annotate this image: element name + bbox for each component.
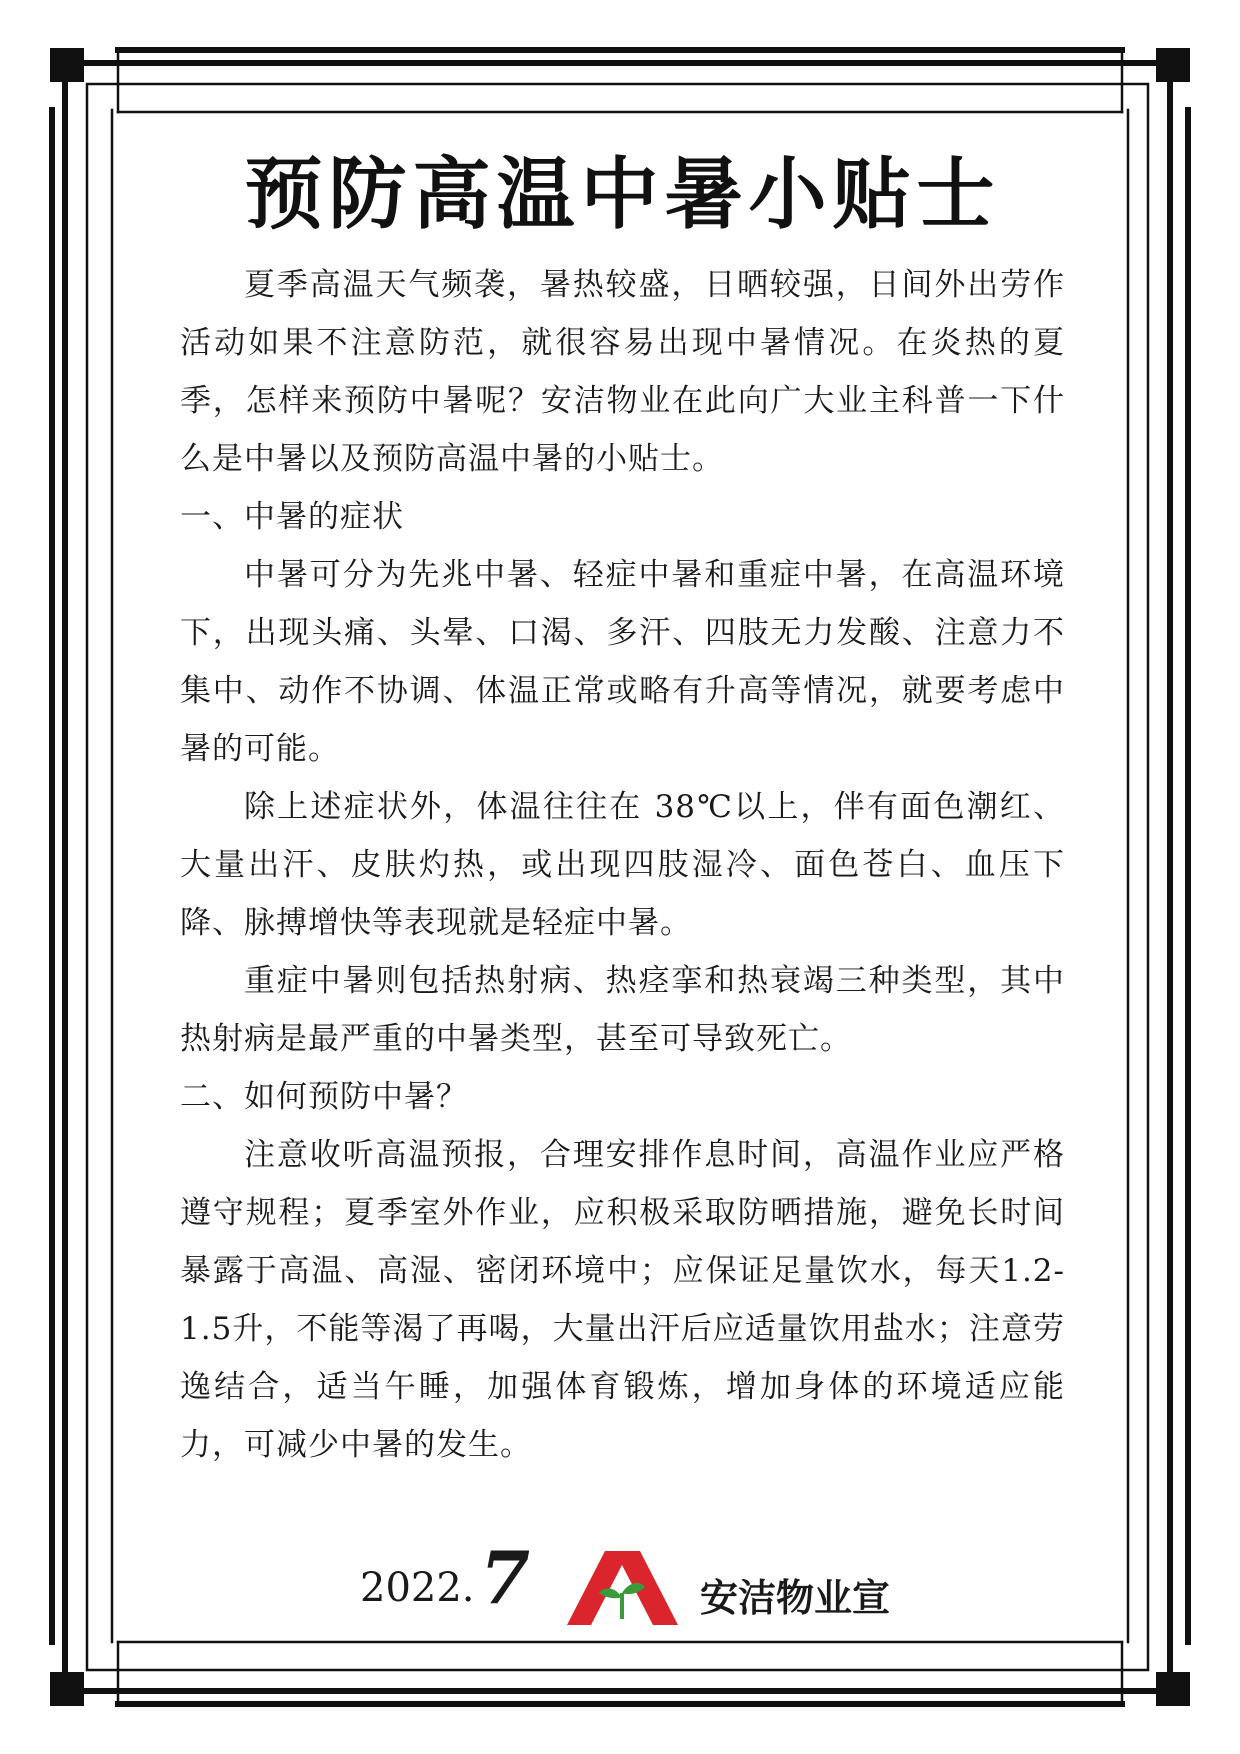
symptoms-paragraph: 中暑可分为先兆中暑、轻症中暑和重症中暑，在高温环境下，出现头痛、头晕、口渴、多汗、四肢无力发酸、注意力不集中、动作不协调、体温正常或略有升高等情况，就要考虑中暑的可能。: [180, 557, 1065, 767]
severe-heatstroke-paragraph: 重症中暑则包括热射病、热痉挛和热衰竭三种类型，其中热射病是最严重的中暑类型，甚至可导致死亡。: [180, 963, 1065, 1057]
prevention-paragraph: 注意收听高温预报，合理安排作息时间，高温作业应严格遵守规程；夏季室外作业，应积极采取防晒措施，避免长时间暴露于高温、高湿、密闭环境中；应保证足量饮水，每天1.2-1.5升，不能等渴了再喝，大量出汗后应适量饮用盐水；注意劳逸结合，适当午睡，加强体育锻炼，增加身体的环境适应能力，可减少中暑的发生。: [180, 1137, 1065, 1463]
intro-paragraph: 夏季高温天气频袭，暑热较盛，日晒较强，日间外出劳作活动如果不注意防范，就很容易出现中暑情况。在炎热的夏季，怎样来预防中暑呢？安洁物业在此向广大业主科普一下什么是中暑以及预防高温中暑的小贴士。: [180, 267, 1065, 477]
footer-date-year: 2022.: [360, 1565, 475, 1611]
mild-heatstroke-paragraph: 除上述症状外，体温往往在 38℃以上，伴有面色潮红、大量出汗、皮肤灼热，或出现四肢湿冷、面色苍白、血压下降、脉搏增快等表现就是轻症中暑。: [180, 789, 1065, 941]
page-title: 预防高温中暑小贴士: [244, 150, 1001, 240]
company-logo-icon: [565, 1547, 680, 1629]
notice-body: [180, 140, 1065, 1474]
section-heading-prevention: 二、如何预防中暑？: [180, 1079, 468, 1115]
company-name: 安洁物业宣: [700, 1576, 891, 1620]
section-heading-symptoms: 一、中暑的症状: [180, 499, 404, 535]
footer: [360, 1535, 920, 1635]
footer-date-month: 7: [480, 1535, 531, 1620]
